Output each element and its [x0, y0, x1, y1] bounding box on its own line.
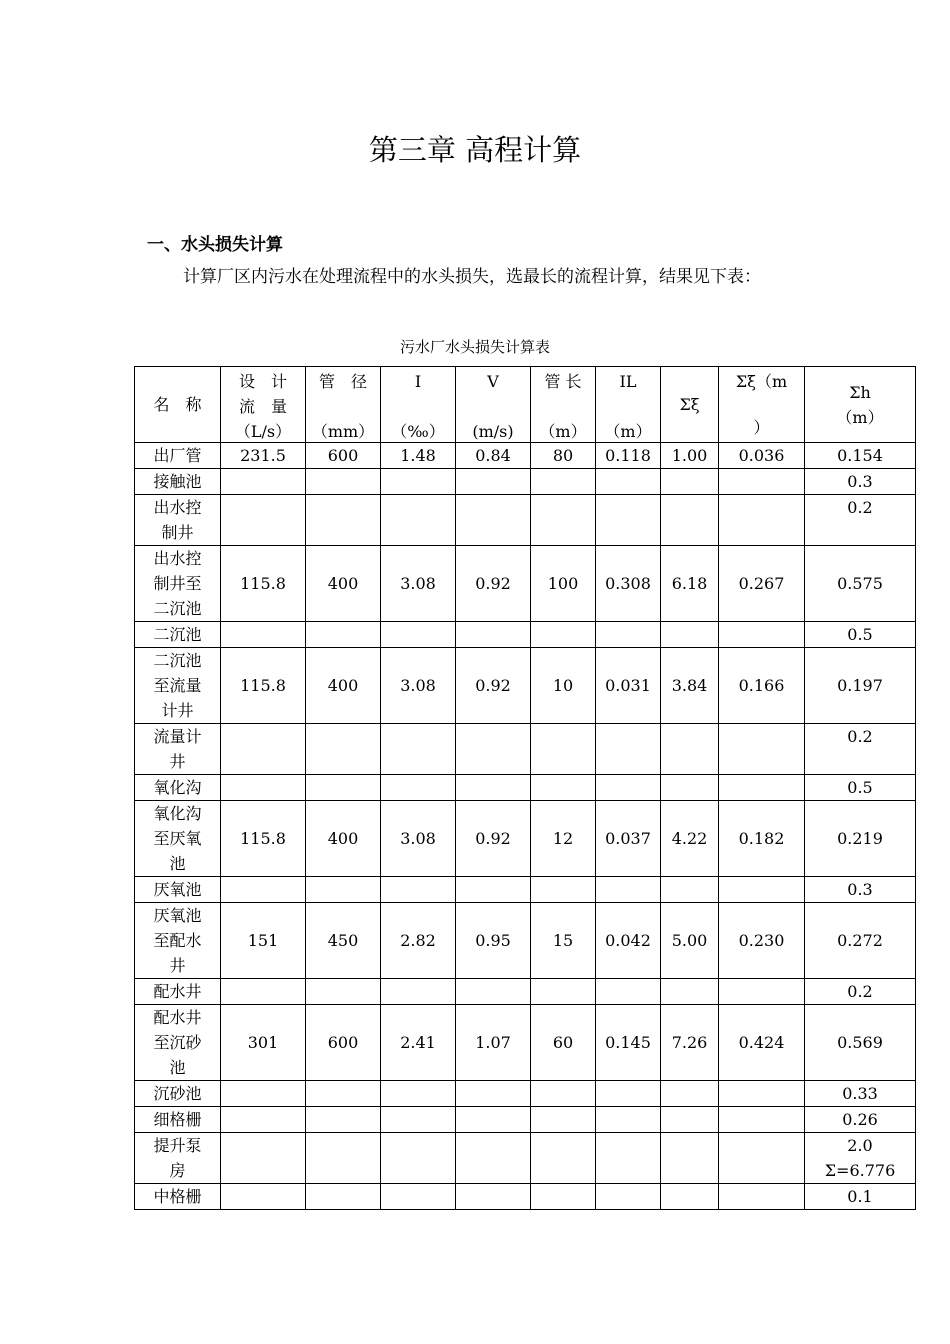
cell-sum-h: 0.219 — [805, 801, 916, 877]
cell-sum-xi: 4.22 — [661, 801, 719, 877]
cell-flow — [221, 1184, 306, 1210]
row-name: 沉砂池 — [153, 1084, 202, 1103]
cell-name — [135, 546, 221, 622]
table-caption: 污水厂水头损失计算表 — [399, 338, 550, 356]
cell-name — [135, 724, 221, 775]
cell-sum-xi-m — [719, 1133, 805, 1184]
cell-sum-xi-m: 0.267 — [719, 546, 805, 622]
cell-velocity — [456, 724, 531, 775]
cell-velocity — [456, 877, 531, 903]
cell-sum-xi-m: 0.230 — [719, 903, 805, 979]
header-sum-xi-m — [719, 367, 805, 443]
header-line: （L/s） — [234, 422, 292, 441]
head-loss-table — [134, 366, 916, 1210]
cell-name — [135, 443, 221, 469]
header-velocity — [456, 367, 531, 443]
cell-velocity: 0.92 — [456, 546, 531, 622]
cell-length: 100 — [531, 546, 596, 622]
cell-diameter — [306, 1081, 381, 1107]
cell-velocity — [456, 1184, 531, 1210]
cell-sum-xi — [661, 622, 719, 648]
cell-sum-xi-m — [719, 469, 805, 495]
cell-name — [135, 801, 221, 877]
cell-sum-h: 0.26 — [805, 1107, 916, 1133]
cell-sum-xi — [661, 469, 719, 495]
cell-sum-h: 0.1 — [805, 1184, 916, 1210]
total-value: Σ=6.776 — [824, 1161, 896, 1180]
cell-sum-xi-m — [719, 495, 805, 546]
cell-slope: 3.08 — [381, 648, 456, 724]
cell-velocity — [456, 469, 531, 495]
cell-diameter — [306, 622, 381, 648]
cell-name — [135, 1133, 221, 1184]
header-name — [135, 367, 221, 443]
cell-sum-xi: 6.18 — [661, 546, 719, 622]
cell-slope: 3.08 — [381, 546, 456, 622]
cell-diameter — [306, 724, 381, 775]
cell-sum-xi — [661, 1107, 719, 1133]
cell-sum-xi-m — [719, 1184, 805, 1210]
row-name: 厌氧池至配水井 — [153, 906, 202, 975]
cell-length — [531, 724, 596, 775]
cell-slope — [381, 775, 456, 801]
row-name: 氧化沟 — [153, 778, 202, 797]
cell-diameter: 450 — [306, 903, 381, 979]
cell-il — [596, 775, 661, 801]
table-row — [135, 877, 916, 903]
cell-diameter — [306, 979, 381, 1005]
cell-length: 10 — [531, 648, 596, 724]
cell-sum-xi — [661, 495, 719, 546]
cell-flow: 151 — [221, 903, 306, 979]
header-line — [535, 394, 591, 419]
header-line — [385, 394, 451, 419]
cell-slope — [381, 469, 456, 495]
cell-sum-xi-m — [719, 877, 805, 903]
table-row — [135, 903, 916, 979]
cell-name — [135, 495, 221, 546]
cell-sum-xi — [661, 1133, 719, 1184]
table-row — [135, 648, 916, 724]
row-name: 提升泵房 — [153, 1136, 202, 1180]
cell-slope — [381, 877, 456, 903]
cell-velocity — [456, 775, 531, 801]
cell-diameter: 400 — [306, 801, 381, 877]
header-line: 管 长 — [544, 372, 582, 391]
cell-sum-h: 0.5 — [805, 622, 916, 648]
cell-flow — [221, 877, 306, 903]
header-slope — [381, 367, 456, 443]
header-line: I — [414, 372, 422, 391]
cell-length — [531, 1184, 596, 1210]
cell-sum-h: 0.2 — [805, 979, 916, 1005]
cell-length — [531, 622, 596, 648]
table-header-row — [135, 367, 916, 443]
cell-velocity: 0.92 — [456, 648, 531, 724]
cell-slope — [381, 495, 456, 546]
cell-velocity: 0.84 — [456, 443, 531, 469]
cell-sum-xi: 1.00 — [661, 443, 719, 469]
cell-sum-xi-m — [719, 1107, 805, 1133]
cell-velocity: 0.95 — [456, 903, 531, 979]
cell-slope — [381, 622, 456, 648]
table-body — [135, 443, 916, 1210]
header-length — [531, 367, 596, 443]
cell-name — [135, 648, 221, 724]
cell-sum-xi-m — [719, 979, 805, 1005]
cell-sum-xi-m: 0.424 — [719, 1005, 805, 1081]
cell-length: 60 — [531, 1005, 596, 1081]
header-il — [596, 367, 661, 443]
cell-slope — [381, 1107, 456, 1133]
row-name: 厌氧池 — [153, 880, 202, 899]
cell-flow — [221, 622, 306, 648]
cell-name — [135, 775, 221, 801]
header-sum-xi — [661, 367, 719, 443]
cell-length — [531, 877, 596, 903]
cell-flow — [221, 495, 306, 546]
row-name: 流量计井 — [153, 727, 202, 771]
cell-length — [531, 1107, 596, 1133]
row-name: 出水控制井至二沉池 — [153, 549, 202, 618]
cell-slope — [381, 724, 456, 775]
table-row — [135, 1133, 916, 1184]
cell-sum-xi — [661, 1081, 719, 1107]
cell-sum-xi-m: 0.166 — [719, 648, 805, 724]
cell-sum-xi: 5.00 — [661, 903, 719, 979]
cell-sum-xi-m: 0.036 — [719, 443, 805, 469]
header-line: IL — [619, 372, 637, 391]
cell-flow — [221, 1133, 306, 1184]
row-name: 中格栅 — [153, 1187, 202, 1206]
row-name: 出厂管 — [153, 446, 202, 465]
header-line — [460, 394, 526, 419]
cell-flow: 115.8 — [221, 801, 306, 877]
cell-length: 15 — [531, 903, 596, 979]
header-line: （m） — [604, 422, 652, 441]
intro-paragraph: 计算厂区内污水在处理流程中的水头损失，选最长的流程计算，结果见下表： — [183, 267, 761, 287]
row-name: 二沉池至流量计井 — [153, 651, 202, 720]
cell-flow: 301 — [221, 1005, 306, 1081]
header-line: （‰） — [391, 422, 445, 441]
header-line: (m/s) — [472, 422, 514, 441]
cell-diameter: 400 — [306, 546, 381, 622]
cell-sum-h: 0.197 — [805, 648, 916, 724]
cell-il: 0.037 — [596, 801, 661, 877]
cell-flow — [221, 469, 306, 495]
cell-sum-xi — [661, 979, 719, 1005]
cell-diameter — [306, 877, 381, 903]
header-sum-h — [805, 367, 916, 443]
cell-il — [596, 877, 661, 903]
cell-diameter — [306, 1133, 381, 1184]
header-line: （m） — [836, 407, 884, 427]
header-line: Σξ（m — [735, 372, 788, 391]
cell-il: 0.042 — [596, 903, 661, 979]
page-title: 第三章 高程计算 — [368, 133, 582, 167]
cell-slope: 1.48 — [381, 443, 456, 469]
cell-il: 0.308 — [596, 546, 661, 622]
cell-name — [135, 469, 221, 495]
cell-sum-h — [805, 1133, 916, 1184]
cell-velocity: 0.92 — [456, 801, 531, 877]
header-diameter — [306, 367, 381, 443]
cell-sum-xi — [661, 1184, 719, 1210]
cell-diameter — [306, 469, 381, 495]
cell-diameter — [306, 495, 381, 546]
table-row — [135, 546, 916, 622]
header-line: ） — [753, 418, 770, 437]
cell-sum-h: 0.5 — [805, 775, 916, 801]
header-line: 名 称 — [153, 395, 202, 414]
cell-velocity — [456, 1133, 531, 1184]
cell-il — [596, 1184, 661, 1210]
header-line: （mm） — [311, 422, 375, 441]
cell-il: 0.145 — [596, 1005, 661, 1081]
cell-slope — [381, 979, 456, 1005]
cell-velocity — [456, 1081, 531, 1107]
cell-sum-xi-m — [719, 622, 805, 648]
table-row — [135, 622, 916, 648]
cell-flow — [221, 775, 306, 801]
header-line — [600, 394, 656, 419]
table-row — [135, 1005, 916, 1081]
cell-sum-xi-m — [719, 775, 805, 801]
row-name: 出水控制井 — [153, 498, 202, 542]
header-line: 流 量 — [238, 397, 287, 416]
cell-sum-xi-m — [719, 1081, 805, 1107]
cell-sum-xi — [661, 775, 719, 801]
table-row — [135, 1184, 916, 1210]
cell-flow — [221, 979, 306, 1005]
cell-name — [135, 903, 221, 979]
cell-diameter: 600 — [306, 443, 381, 469]
header-line: （m） — [539, 422, 587, 441]
cell-velocity: 1.07 — [456, 1005, 531, 1081]
cell-diameter: 600 — [306, 1005, 381, 1081]
cell-sum-h: 0.154 — [805, 443, 916, 469]
header-line: Σξ — [679, 395, 700, 414]
cell-slope: 2.41 — [381, 1005, 456, 1081]
row-name: 氧化沟至厌氧池 — [153, 804, 202, 873]
cell-il — [596, 724, 661, 775]
cell-length — [531, 775, 596, 801]
cell-sum-h: 0.2 — [805, 724, 916, 775]
section-heading: 一、水头损失计算 — [147, 235, 283, 255]
table-row — [135, 775, 916, 801]
cell-slope: 2.82 — [381, 903, 456, 979]
cell-flow: 231.5 — [221, 443, 306, 469]
header-line: V — [487, 372, 499, 391]
cell-sum-xi: 3.84 — [661, 648, 719, 724]
row-name: 接触池 — [153, 472, 202, 491]
cell-diameter — [306, 1107, 381, 1133]
header-line: Σh — [849, 382, 871, 402]
table-row — [135, 724, 916, 775]
cell-flow — [221, 1081, 306, 1107]
cell-sum-h: 0.575 — [805, 546, 916, 622]
cell-velocity — [456, 1107, 531, 1133]
table-row — [135, 443, 916, 469]
cell-sum-xi: 7.26 — [661, 1005, 719, 1081]
cell-length — [531, 979, 596, 1005]
cell-sum-xi — [661, 877, 719, 903]
cell-sum-h: 0.3 — [805, 877, 916, 903]
cell-length: 12 — [531, 801, 596, 877]
cell-name — [135, 1005, 221, 1081]
cell-name — [135, 1107, 221, 1133]
table-row — [135, 469, 916, 495]
row-name: 配水井 — [153, 982, 202, 1001]
cell-il — [596, 979, 661, 1005]
cell-slope: 3.08 — [381, 801, 456, 877]
cell-name — [135, 622, 221, 648]
cell-length — [531, 1081, 596, 1107]
cell-diameter: 400 — [306, 648, 381, 724]
cell-velocity — [456, 979, 531, 1005]
cell-diameter — [306, 1184, 381, 1210]
cell-flow: 115.8 — [221, 546, 306, 622]
header-line: 管 径 — [318, 372, 367, 391]
cell-length — [531, 1133, 596, 1184]
cell-sum-xi-m — [719, 724, 805, 775]
sum-h-value: 2.0 — [847, 1136, 873, 1155]
cell-sum-h: 0.3 — [805, 469, 916, 495]
row-name: 细格栅 — [153, 1110, 202, 1129]
cell-diameter — [306, 775, 381, 801]
cell-name — [135, 979, 221, 1005]
cell-il — [596, 1133, 661, 1184]
cell-sum-h: 0.272 — [805, 903, 916, 979]
cell-velocity — [456, 622, 531, 648]
cell-il: 0.118 — [596, 443, 661, 469]
cell-flow — [221, 724, 306, 775]
cell-il — [596, 469, 661, 495]
cell-flow: 115.8 — [221, 648, 306, 724]
table-row — [135, 1107, 916, 1133]
cell-il: 0.031 — [596, 648, 661, 724]
row-name: 配水井至沉砂池 — [153, 1008, 202, 1077]
table-row — [135, 801, 916, 877]
cell-sum-h: 0.569 — [805, 1005, 916, 1081]
table-row — [135, 1081, 916, 1107]
cell-slope — [381, 1184, 456, 1210]
cell-length — [531, 495, 596, 546]
cell-il — [596, 622, 661, 648]
header-line: 设 计 — [238, 372, 287, 391]
header-line — [310, 394, 376, 419]
cell-sum-h: 0.2 — [805, 495, 916, 546]
cell-name — [135, 1184, 221, 1210]
row-name: 二沉池 — [153, 625, 202, 644]
table-row — [135, 495, 916, 546]
cell-length — [531, 469, 596, 495]
cell-sum-xi-m: 0.182 — [719, 801, 805, 877]
cell-name — [135, 877, 221, 903]
cell-slope — [381, 1081, 456, 1107]
cell-sum-h: 0.33 — [805, 1081, 916, 1107]
cell-il — [596, 495, 661, 546]
header-flow — [221, 367, 306, 443]
cell-flow — [221, 1107, 306, 1133]
cell-length: 80 — [531, 443, 596, 469]
cell-slope — [381, 1133, 456, 1184]
cell-sum-xi — [661, 724, 719, 775]
cell-velocity — [456, 495, 531, 546]
table-row — [135, 979, 916, 1005]
cell-name — [135, 1081, 221, 1107]
cell-il — [596, 1081, 661, 1107]
cell-il — [596, 1107, 661, 1133]
